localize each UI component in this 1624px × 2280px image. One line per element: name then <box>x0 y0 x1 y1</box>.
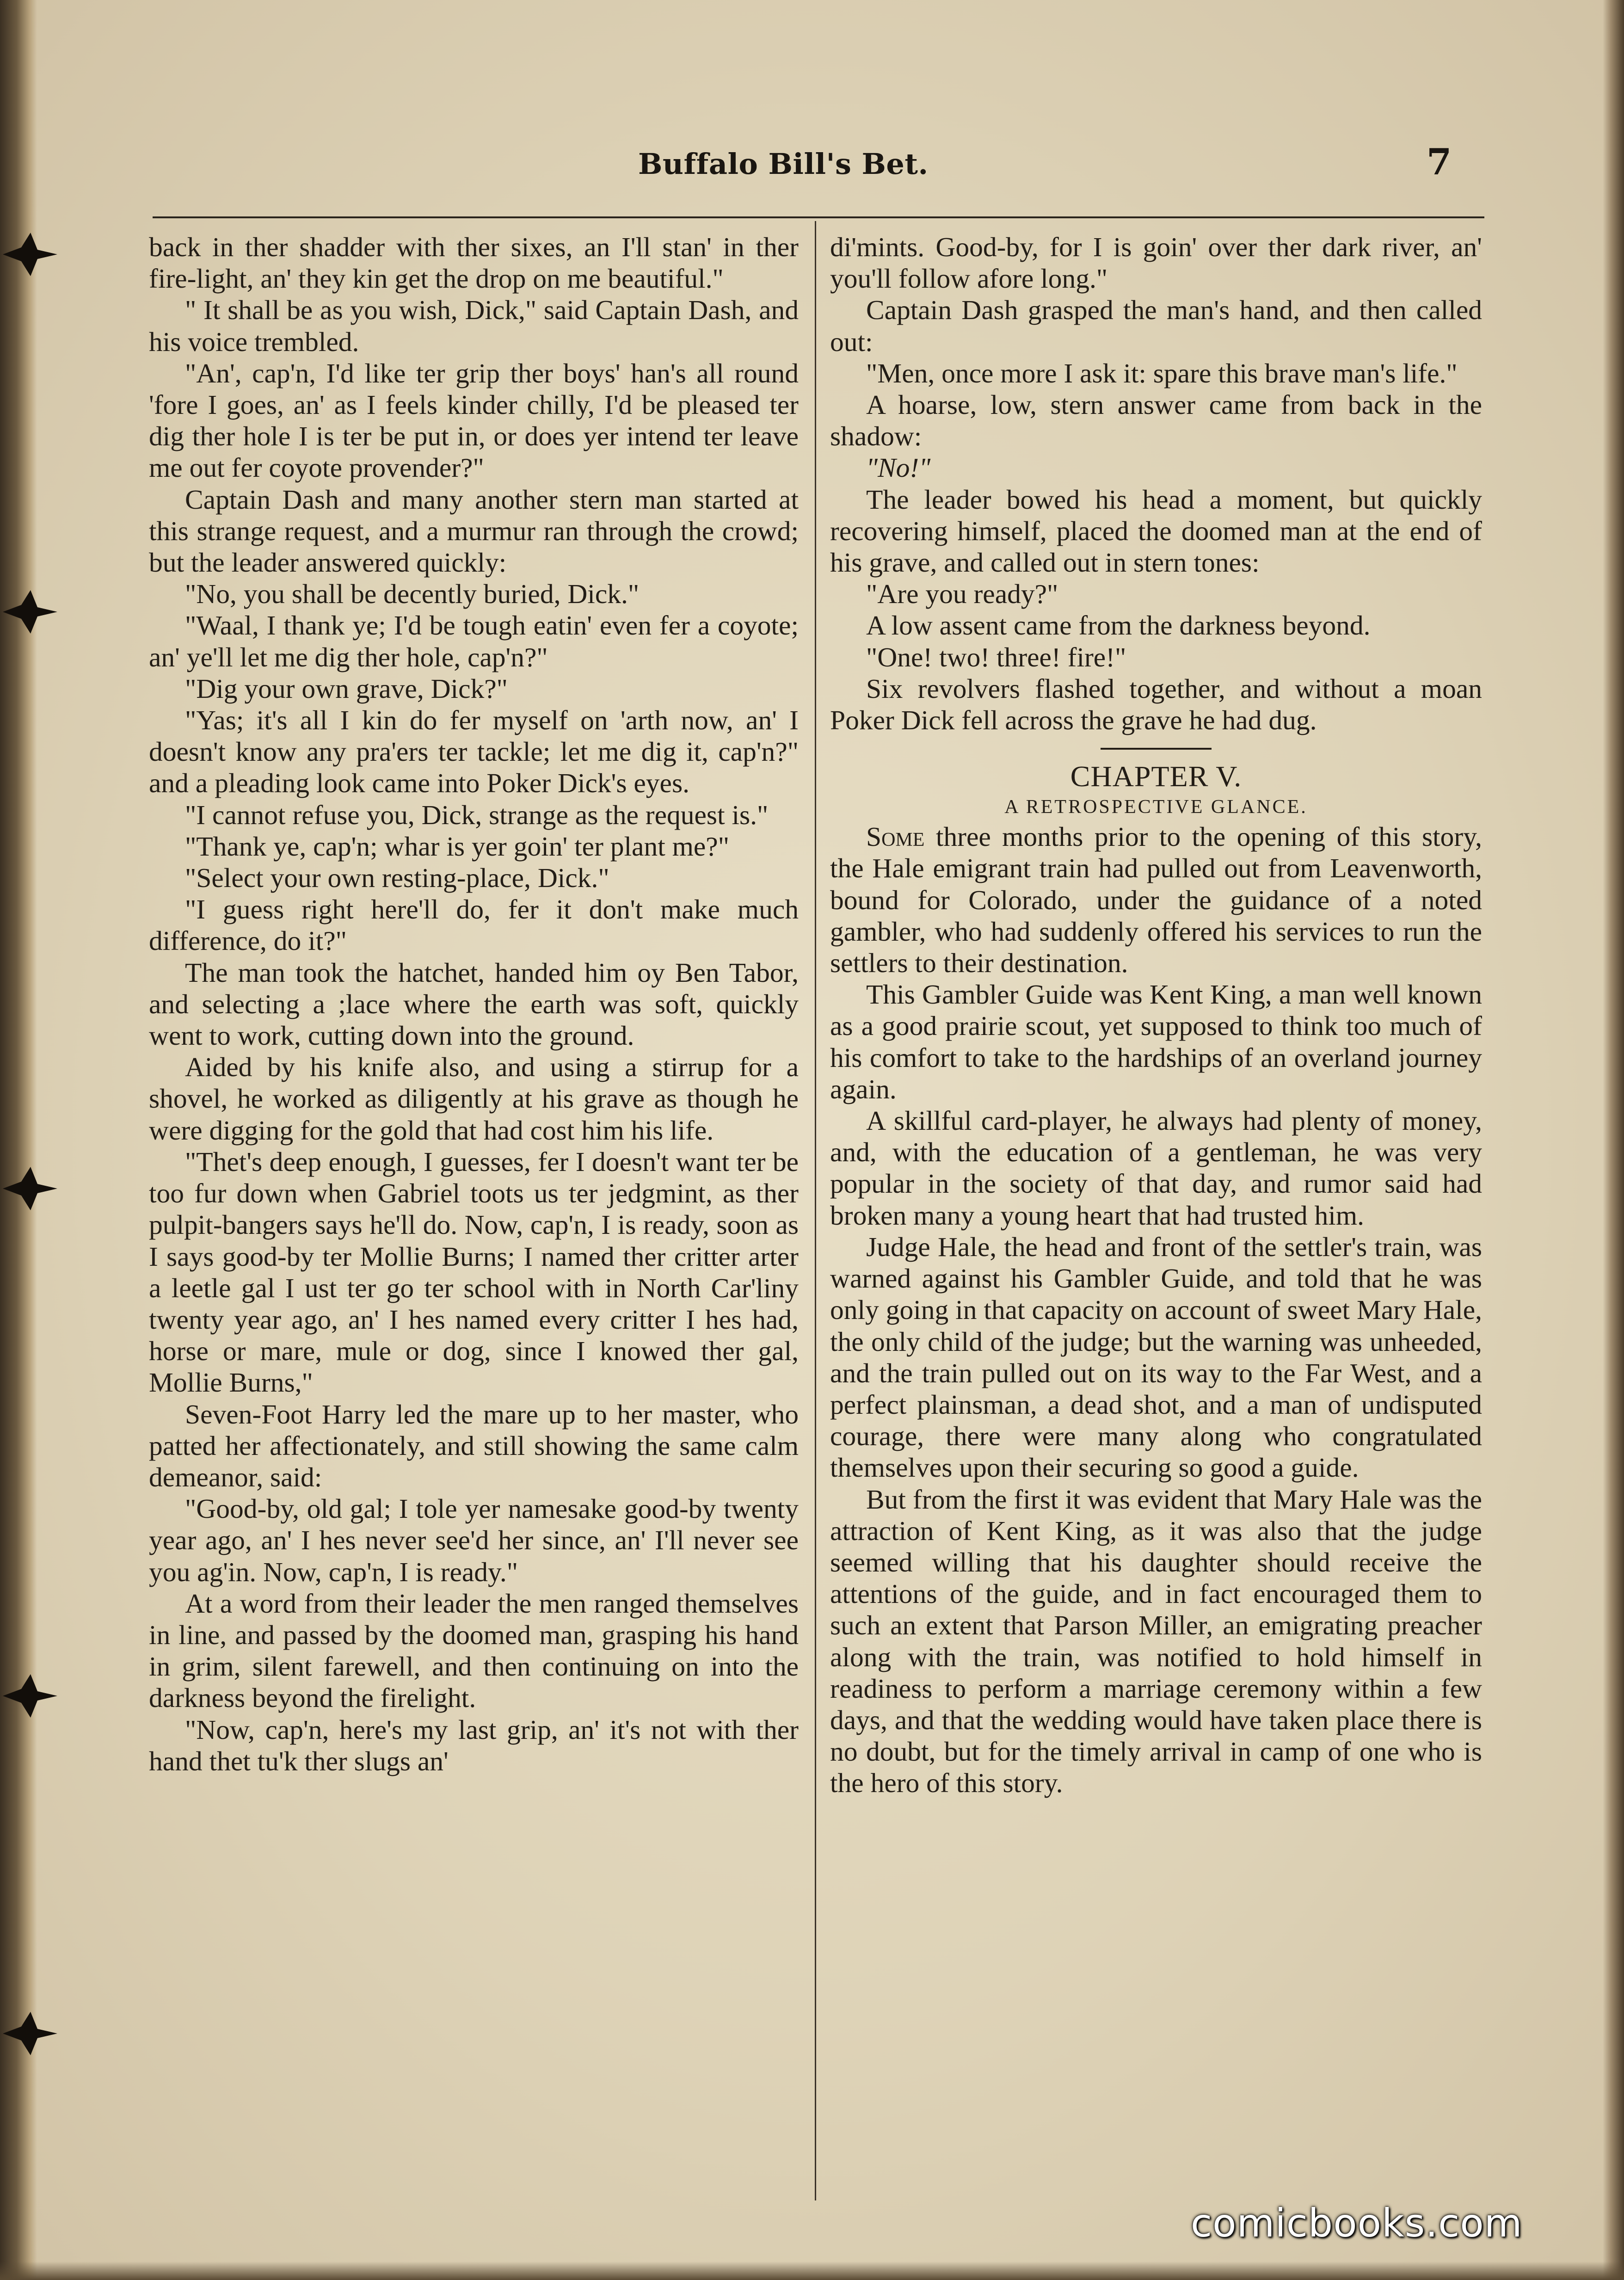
watermark: comicbooks.com <box>1191 2200 1523 2246</box>
paragraph: "I guess right here'll do, fer it don't make much difference, do it?" <box>149 894 799 956</box>
paragraph: "I cannot refuse you, Dick, strange as the request is." <box>185 799 769 830</box>
paragraph: A low assent came from the darkness beyond. <box>866 610 1371 641</box>
paragraph: A hoarse, low, stern answer came from back in the shadow: <box>830 389 1482 452</box>
opening-word: Some <box>866 821 925 852</box>
paragraph: Seven-Foot Harry led the mare up to her master, who patted her affectionately, and still showing the same calm demeanor, said: <box>149 1399 799 1492</box>
paragraph: "Thet's deep enough, I guesses, fer I doesn't want ter be too fur down when Gabriel toots us ter jedgmint, as ther pulpit-bangers says he'll do. Now, cap'n, I is ready, soon as I says good-by ter Mollie Burns; I named ther critter arter a leetle gal I ust ter go ter school with in North Car'liny twenty year ago, an' I hes named every critter I hes had, horse or mare, mule or dog, since I knowed ther gal, Mollie Burns," <box>149 1146 799 1398</box>
chapter-rule <box>1101 748 1212 750</box>
column-divider <box>815 221 816 2200</box>
paragraph: Captain Dash and many another stern man started at this strange request, and a murmur ran through the crowd; but the leader answered quickly: <box>149 484 799 578</box>
right-page-edge <box>1603 0 1624 2280</box>
right-column <box>830 231 1482 1799</box>
left-column <box>149 231 799 1777</box>
paragraph: A skillful card-player, he always had plenty of money, and, with the education of a gentleman, he was very popular in the society of that day, and rumor said had broken many a young heart that had trusted him. <box>830 1105 1482 1231</box>
paragraph: Six revolvers flashed together, and without a moan Poker Dick fell across the grave he had dug. <box>830 673 1482 736</box>
paragraph: "Select your own resting-place, Dick." <box>185 863 609 894</box>
binding-stitch-mark <box>3 586 58 637</box>
paragraph: "No, you shall be decently buried, Dick." <box>185 579 640 610</box>
paragraph: "Yas; it's all I kin do fer myself on 'arth now, an' I doesn't know any pra'ers ter tackle; let me dig it, cap'n?" and a pleading look came into Poker Dick's eyes. <box>149 705 799 799</box>
paragraph: di'mints. Good-by, for I is goin' over ther dark river, an' you'll follow afore long." <box>830 232 1482 294</box>
paragraph: "One! two! three! fire!" <box>866 641 1126 672</box>
paragraph: "Waal, I thank ye; I'd be tough eatin' even fer a coyote; an' ye'll let me dig ther hole, cap'n?" <box>149 610 799 672</box>
chapter-subtitle: A RETROSPECTIVE GLANCE. <box>1004 796 1308 818</box>
paragraph: "Are you ready?" <box>866 579 1058 610</box>
chapter-opening-paragraph <box>830 821 1482 979</box>
paragraph: This Gambler Guide was Kent King, a man well known as a good prairie scout, yet supposed to think too much of his comfort to take to the hardships of an overland journey again. <box>830 979 1482 1104</box>
paragraph: The leader bowed his head a moment, but quickly recovering himself, placed the doomed man at the end of his grave, and called out in stern tones: <box>830 484 1482 578</box>
page-number: 7 <box>1427 141 1452 183</box>
chapter-title: CHAPTER V. <box>1070 760 1242 793</box>
paragraph: "Men, once more I ask it: spare this brave man's life." <box>866 357 1458 388</box>
paragraph: "Dig your own grave, Dick?" <box>185 673 508 704</box>
paragraph: The man took the hatchet, handed him oy Ben Tabor, and selecting a ;lace where the earth was soft, quickly went to work, cutting down into the ground. <box>149 957 799 1051</box>
binding-stitch-mark <box>3 229 58 280</box>
paragraph: back in ther shadder with ther sixes, an I'll stan' in ther fire-light, an' they kin get the drop on me beautiful." <box>149 232 799 294</box>
paragraph: Aided by his knife also, and using a stirrup for a shovel, he worked as diligently at his grave as though he were digging for the gold that had cost him his life. <box>149 1052 799 1146</box>
paragraph: " It shall be as you wish, Dick," said Captain Dash, and his voice trembled. <box>149 295 799 357</box>
binding-stitch-mark <box>3 2008 58 2059</box>
paragraph: Captain Dash grasped the man's hand, and then called out: <box>830 295 1482 357</box>
paragraph: "No!" <box>866 452 931 483</box>
binding-stitch-mark <box>3 1163 58 1214</box>
binding-stitch-mark <box>3 1670 58 1721</box>
paragraph: At a word from their leader the men ranged themselves in line, and passed by the doomed man, grasping his hand in grim, silent farewell, and then continuing on into the darkness beyond the firelight. <box>149 1588 799 1713</box>
binding-edge <box>0 0 37 2280</box>
paragraph: "Thank ye, cap'n; whar is yer goin' ter plant me?" <box>185 831 729 862</box>
paragraph: "An', cap'n, I'd like ter grip ther boys' han's all round 'fore I goes, an' as I feels kinder chilly, I'd be pleased ter dig ther hole I is ter be put in, or does yer intend ter leave me out fer coyote provender?" <box>149 357 799 483</box>
bottom-page-edge <box>0 2262 1624 2280</box>
opening-text: three months prior to the opening of this story, the Hale emigrant train had pulled out from Leavenworth, bound for Colorado, under the guidance of a noted gambler, who had suddenly offered his services to run the settlers to their destination. <box>830 821 1483 979</box>
paragraph: Judge Hale, the head and front of the settler's train, was warned against his Gambler Guide, and told that he was only going in that capacity on account of sweet Mary Hale, the only child of the judge; but the warning was unheeded, and the train pulled out on its way to the Far West, and a perfect plainsman, a dead shot, and a man of undisputed courage, there were many along who congratulated themselves upon their securing so good a guide. <box>830 1231 1482 1483</box>
paragraph: "Now, cap'n, here's my last grip, an' it's not with ther hand thet tu'k ther slugs an' <box>149 1714 799 1776</box>
paragraph: But from the first it was evident that Mary Hale was the attraction of Kent King, as it was also that the judge seemed willing that his daughter should receive the attentions of the guide, and in fact encouraged them to such an extent that Parson Miller, an emigrating preacher along with the train, was notified to hold himself in readiness to perform a marriage ceremony within a few days, and that the wedding would have taken place there is no doubt, but for the timely arrival in camp of one who is the hero of this story. <box>830 1484 1482 1799</box>
header-rule <box>153 216 1484 218</box>
running-head: Buffalo Bill's Bet. <box>638 147 929 181</box>
paragraph: "Good-by, old gal; I tole yer namesake good-by twenty year ago, an' I hes never see'd her since, an' I'll never see you ag'in. Now, cap'n, I is ready." <box>149 1493 799 1587</box>
